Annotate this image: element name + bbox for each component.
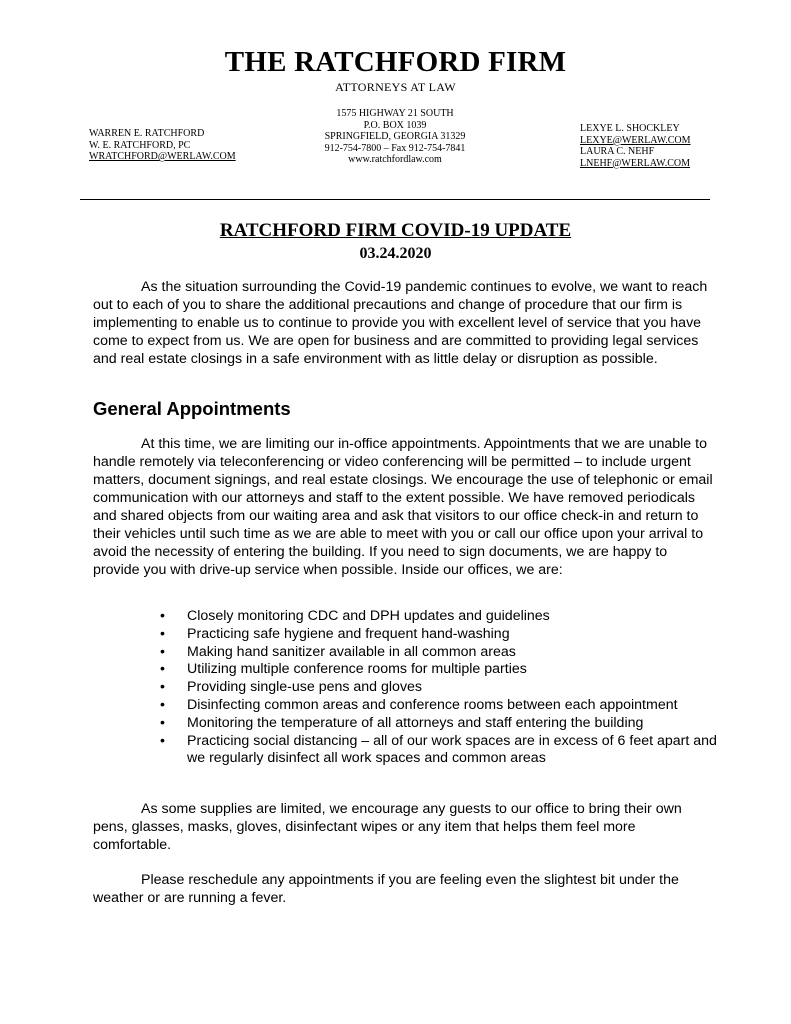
email-link-lnehf[interactable]: LNEHF@WERLAW.COM <box>580 157 690 169</box>
list-item: • Providing single-use pens and gloves <box>160 679 423 696</box>
list-item: • Monitoring the temperature of all attorneys and staff entering the building <box>160 714 644 731</box>
bullet-icon: • <box>160 696 165 713</box>
closing-paragraph <box>93 871 713 907</box>
phone-fax: 912-754-7800 – Fax 912-754-7841 <box>324 142 466 154</box>
document-date: 03.24.2020 <box>359 245 432 262</box>
section-text: At this time, we are limiting our in-office appointments. Appointments that we are unable to handle remotely via teleconferencing or video conferencing will be permitted – to include urgent matters, document signings, and real estate closings. We encourage the use of telephonic or email communication with our attorneys and staff to the extent possible. We have removed periodicals and shared objects from our waiting area and ask that visitors to our office check-in and return to their vehicles until such time as we are able to meet with you or call our office upon your arrival to avoid the necessity of entering the building. If you need to sign documents, we are happy to provide you with drive-up service when possible. Inside our offices, we are: <box>93 436 713 578</box>
bullet-icon: • <box>160 714 165 731</box>
letterhead-right-contact <box>580 123 691 169</box>
list-item: • Disinfecting common areas and conference rooms between each appointment <box>160 696 678 713</box>
document-title: RATCHFORD FIRM COVID-19 UPDATE <box>219 220 572 241</box>
section-heading: General Appointments <box>93 398 291 419</box>
letterhead-address-block <box>300 108 490 166</box>
supplies-paragraph <box>93 800 713 854</box>
list-item: • Practicing safe hygiene and frequent hand-washing <box>160 625 510 642</box>
list-item: • Utilizing multiple conference rooms for multiple parties <box>160 661 527 678</box>
bullet-icon: • <box>160 643 165 660</box>
intro-text: As the situation surrounding the Covid-19 pandemic continues to evolve, we want to reach out to each of you to share the additional precautions and change of procedure that our firm is implementing to enable us to continue to provide you with excellent level of service that you have come to expect from us. We are open for business and are committed to providing legal services and real estate closings in a safe environment with as little delay or disruption as possible. <box>93 279 708 367</box>
firm-subtitle: ATTORNEYS AT LAW <box>335 80 456 94</box>
attorney-name-warren: WARREN E. RATCHFORD <box>89 128 205 139</box>
po-box: P.O. BOX 1039 <box>363 119 427 131</box>
header-divider <box>80 199 710 200</box>
email-link-lexye[interactable]: LEXYE@WERLAW.COM <box>580 134 691 146</box>
attorney-pc-name: W. E. RATCHFORD, PC <box>89 139 191 151</box>
section-paragraph <box>93 435 713 579</box>
precautions-list <box>160 608 720 768</box>
firm-name: THE RATCHFORD FIRM <box>224 46 567 78</box>
city-state-zip: SPRINGFIELD, GEORGIA 31329 <box>324 131 466 143</box>
supplies-text: As some supplies are limited, we encourage any guests to our office to bring their own pens, glasses, masks, gloves, disinfectant wipes or any item that helps them feel more comfortable. <box>93 801 682 853</box>
letterhead-left-contact <box>89 128 236 163</box>
website-link[interactable]: www.ratchfordlaw.com <box>348 154 442 166</box>
street-address: 1575 HIGHWAY 21 SOUTH <box>336 108 454 119</box>
bullet-icon: • <box>160 661 165 678</box>
attorney-name-laura: LAURA C. NEHF <box>580 146 655 158</box>
attorney-name-lexye: LEXYE L. SHOCKLEY <box>580 123 680 134</box>
list-item: • Making hand sanitizer available in all common areas <box>160 643 516 660</box>
bullet-icon: • <box>160 679 165 696</box>
list-item: • Practicing social distancing – all of our work spaces are in excess of 6 feet apart and we regularly disinfect all work spaces and common areas <box>160 732 717 767</box>
bullet-icon: • <box>160 625 165 642</box>
bullet-icon: • <box>160 732 165 749</box>
intro-paragraph <box>93 278 713 368</box>
list-item: • Closely monitoring CDC and DPH updates and guidelines <box>160 608 550 624</box>
closing-text: Please reschedule any appointments if you are feeling even the slightest bit under the weather or are running a fever. <box>93 872 679 906</box>
bullet-icon: • <box>160 608 165 624</box>
email-link-wratchford[interactable]: WRATCHFORD@WERLAW.COM <box>89 151 236 163</box>
